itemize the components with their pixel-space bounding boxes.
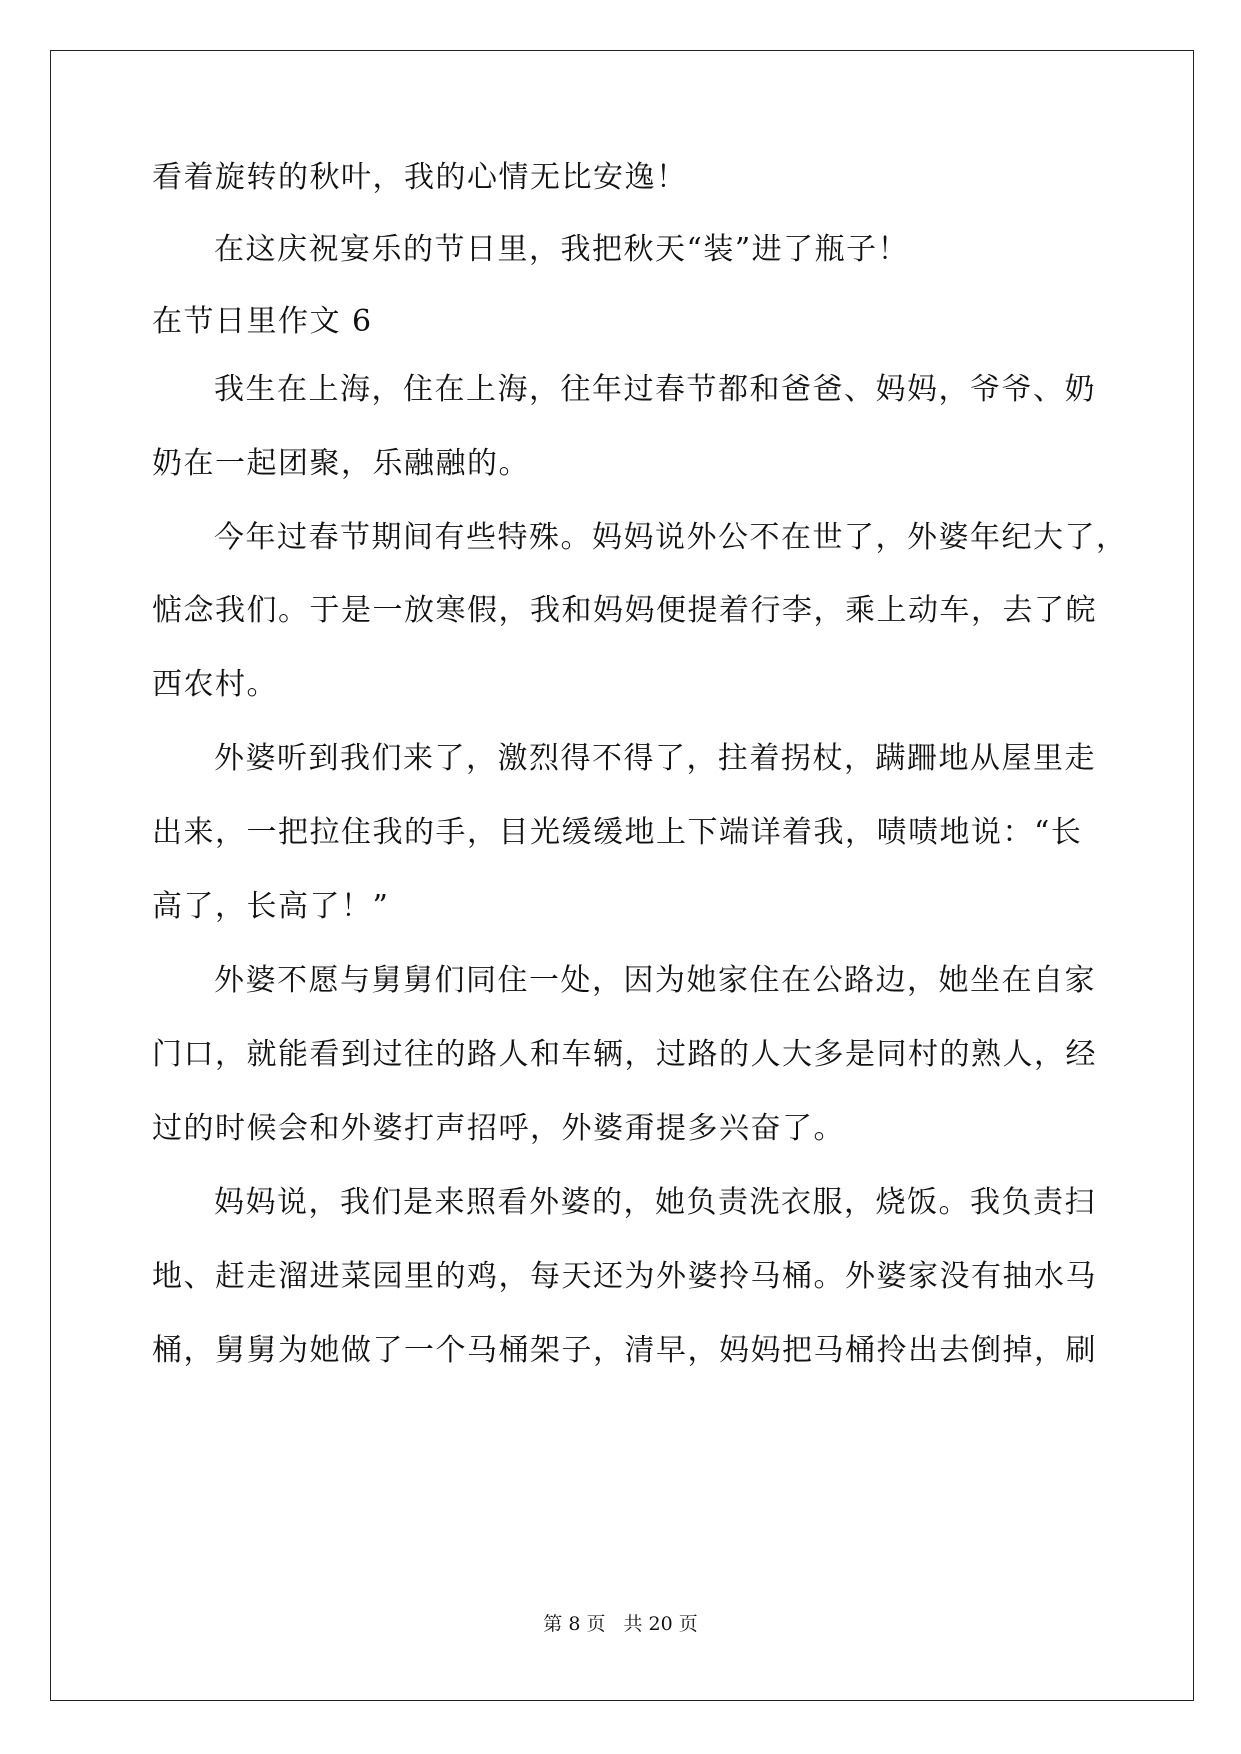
paragraph-line: 西农村。 [152, 667, 278, 702]
paragraph-line: 过的时候会和外婆打声招呼，外婆甭提多兴奋了。 [152, 1111, 845, 1146]
page-number: 第 8 页 [543, 1613, 606, 1635]
section-heading: 在节日里作文 6 [152, 304, 373, 339]
page-footer [0, 1612, 1241, 1636]
paragraph-line: 高了，长高了！” [152, 889, 390, 924]
paragraph-line: 我生在上海，住在上海，往年过春节都和爸爸、妈妈，爷爷、奶 [214, 372, 1096, 407]
paragraph-line: 桶，舅舅为她做了一个马桶架子，清早，妈妈把马桶拎出去倒掉，刷 [152, 1333, 1097, 1368]
paragraph-line: 在这庆祝宴乐的节日里，我把秋天“装”进了瓶子！ [214, 232, 910, 267]
paragraph-line: 地、赶走溜进菜园里的鸡，每天还为外婆拎马桶。外婆家没有抽水马 [152, 1259, 1097, 1294]
page-total: 共 20 页 [623, 1613, 698, 1635]
paragraph-line: 看着旋转的秋叶，我的心情无比安逸！ [152, 160, 688, 195]
paragraph-line: 出来，一把拉住我的手，目光缓缓地上下端详着我，啧啧地说：“长 [152, 815, 1083, 850]
page-frame [50, 50, 1194, 1701]
paragraph-line: 奶在一起团聚，乐融融的。 [152, 446, 530, 481]
paragraph-line: 今年过春节期间有些特殊。妈妈说外公不在世了，外婆年纪大了， [214, 520, 1128, 555]
paragraph-line: 外婆听到我们来了，激烈得不得了，拄着拐杖，蹒跚地从屋里走 [214, 741, 1096, 776]
paragraph-line: 妈妈说，我们是来照看外婆的，她负责洗衣服，烧饭。我负责扫 [214, 1185, 1096, 1220]
paragraph-line: 惦念我们。于是一放寒假，我和妈妈便提着行李，乘上动车，去了皖 [152, 593, 1097, 628]
paragraph-line: 门口，就能看到过往的路人和车辆，过路的人大多是同村的熟人，经 [152, 1037, 1097, 1072]
paragraph-line: 外婆不愿与舅舅们同住一处，因为她家住在公路边，她坐在自家 [214, 963, 1096, 998]
